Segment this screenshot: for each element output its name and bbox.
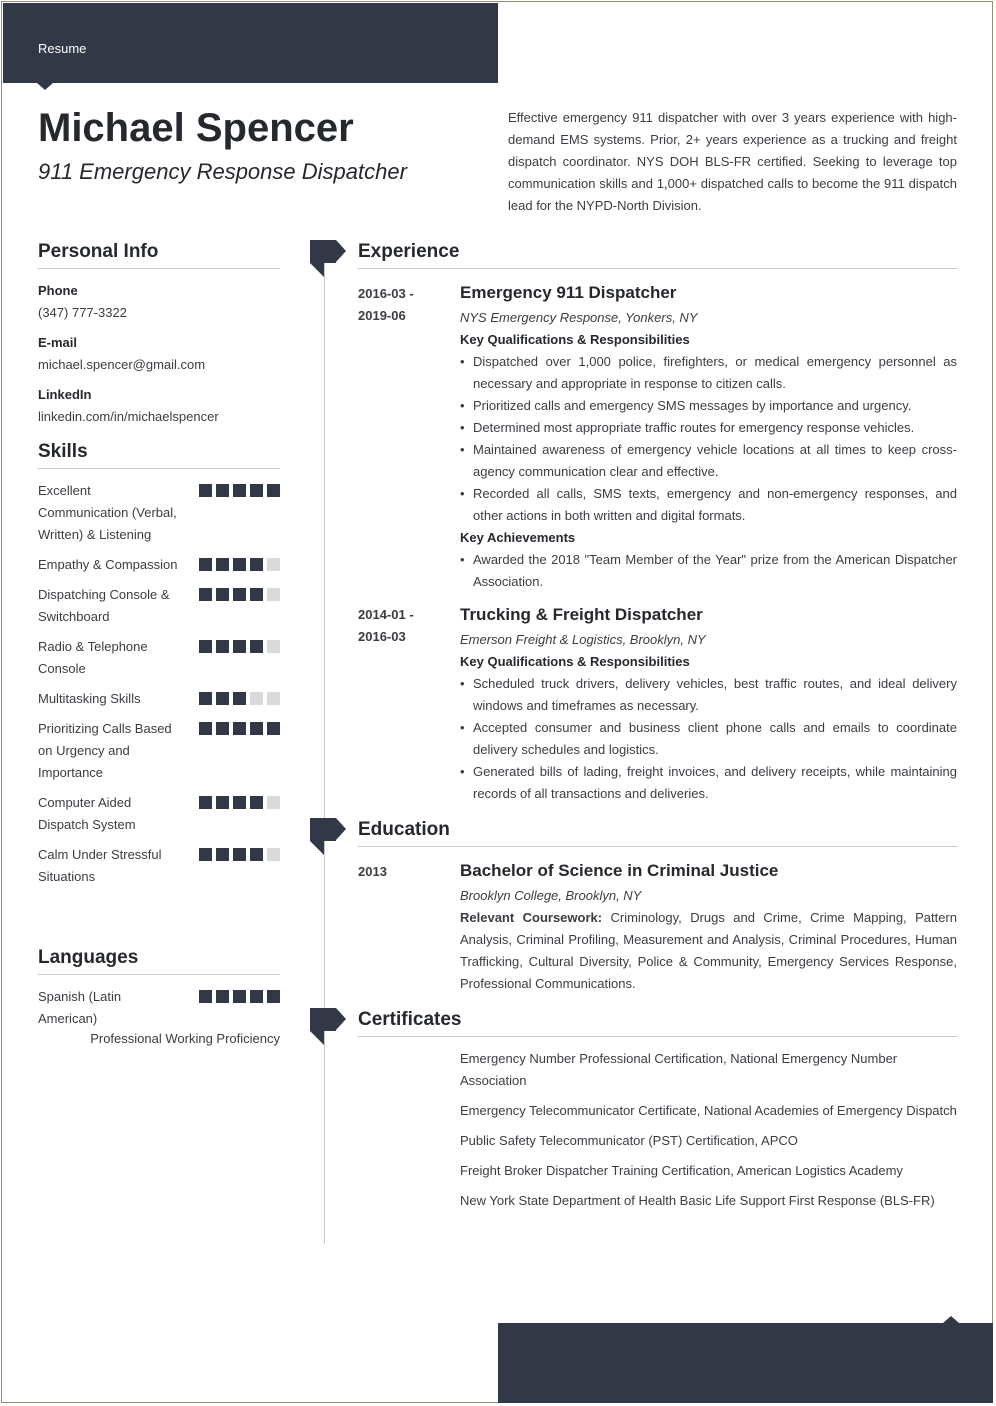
education-section	[358, 818, 958, 847]
list-item: • Prioritized calls and emergency SMS messages by importance and urgency.	[460, 395, 957, 417]
rating-square-filled	[233, 588, 246, 601]
rating-square-filled	[233, 640, 246, 653]
resume-label: Resume	[38, 41, 87, 56]
language-item	[38, 986, 280, 1047]
rating-square-filled	[233, 848, 246, 861]
certificate-item: Freight Broker Dispatcher Training Certification, American Logistics Academy	[460, 1163, 903, 1178]
rating-square-filled	[199, 640, 212, 653]
rating-square-filled	[199, 990, 212, 1003]
rating-square-filled	[199, 558, 212, 571]
job-2-dates	[358, 604, 448, 648]
coursework-list: Criminology, Drugs and Crime, Crime Mapping, Pattern Analysis, Criminal Profiling, Measurement and Analysis, Criminal Procedures, Human Trafficking, Cultural Diversity, Police & Community, Emergency Services Response, Professional Communications.	[460, 910, 957, 991]
rating-square-empty	[267, 796, 280, 809]
rating-square-filled	[199, 484, 212, 497]
certificates-list	[460, 1048, 957, 1220]
job-2-date-end: 2016-03	[358, 629, 406, 644]
rating-square-filled	[233, 990, 246, 1003]
rating-square-filled	[199, 848, 212, 861]
skill-rating	[199, 796, 280, 809]
job-1-qual-heading: Key Qualifications & Responsibilities	[460, 332, 690, 347]
experience-section	[358, 240, 958, 269]
rating-square-empty	[267, 588, 280, 601]
skill-rating	[199, 558, 280, 571]
job-1-achievements	[460, 549, 957, 593]
skill-rating	[199, 848, 280, 861]
degree-title: Bachelor of Science in Criminal Justice	[460, 861, 779, 880]
skill-rating	[199, 588, 280, 601]
rating-square-filled	[216, 588, 229, 601]
job-1-bullets	[460, 351, 957, 527]
profile-summary: Effective emergency 911 dispatcher with over 3 years experience with high-demand EMS systems. Prior, 2+ years experience as a trucking and freight dispatch coordinator. NYS DOH BLS-FR certified. Seeking to leverage top communication skills and 1,000+ dispatched calls to become the 911 dispatch lead for the NYPD-North Division.	[508, 110, 957, 213]
job-1	[460, 282, 957, 593]
education-year: 2013	[358, 864, 387, 879]
list-item: • Awarded the 2018 "Team Member of the Year" prize from the American Dispatcher Association.	[460, 549, 957, 593]
rating-square-filled	[216, 796, 229, 809]
rating-square-empty	[267, 558, 280, 571]
personal-info-heading: Personal Info	[38, 240, 280, 269]
certificates-flag-icon	[310, 1008, 346, 1045]
job-2-title: Trucking & Freight Dispatcher	[460, 605, 703, 624]
rating-square-empty	[267, 640, 280, 653]
rating-square-filled	[199, 722, 212, 735]
language-proficiency: Professional Working Proficiency	[90, 1031, 280, 1046]
skills-heading: Skills	[38, 440, 280, 469]
certificates-section	[358, 1008, 958, 1037]
rating-square-filled	[233, 558, 246, 571]
experience-heading: Experience	[358, 240, 958, 269]
rating-square-filled	[233, 692, 246, 705]
rating-square-filled	[216, 484, 229, 497]
coursework	[460, 907, 957, 995]
skill-rating	[199, 722, 280, 735]
rating-square-empty	[250, 692, 263, 705]
skill-rating	[199, 484, 280, 497]
banner-notch	[37, 83, 53, 90]
phone-value: (347) 777-3322	[38, 305, 127, 320]
skill-rating	[199, 640, 280, 653]
skill-item	[38, 844, 280, 888]
job-2	[460, 604, 957, 805]
candidate-name: Michael Spencer	[38, 106, 354, 150]
languages-heading: Languages	[38, 946, 280, 975]
certificate-item: Emergency Number Professional Certification, National Emergency Number Association	[460, 1051, 898, 1088]
job-1-title: Emergency 911 Dispatcher	[460, 283, 677, 302]
personal-info-section	[38, 240, 280, 428]
header-banner	[3, 3, 498, 83]
footer-notch	[943, 1316, 959, 1323]
skill-item	[38, 554, 280, 576]
rating-square-filled	[233, 796, 246, 809]
rating-square-filled	[216, 722, 229, 735]
rating-square-empty	[267, 692, 280, 705]
job-1-achievements-heading: Key Achievements	[460, 530, 576, 545]
skill-name: Dispatching Console & Switchboard	[38, 587, 170, 624]
rating-square-filled	[233, 484, 246, 497]
rating-square-filled	[233, 722, 246, 735]
skill-name: Computer Aided Dispatch System	[38, 795, 136, 832]
experience-flag-icon	[310, 240, 346, 277]
phone-label: Phone	[38, 283, 78, 298]
education-heading: Education	[358, 818, 958, 847]
rating-square-filled	[199, 796, 212, 809]
certificates-heading: Certificates	[358, 1008, 958, 1037]
rating-square-filled	[250, 722, 263, 735]
coursework-label: Relevant Coursework:	[460, 910, 603, 925]
rating-square-filled	[216, 558, 229, 571]
rating-square-filled	[250, 848, 263, 861]
rating-square-filled	[216, 640, 229, 653]
job-1-date-end: 2019-06	[358, 308, 406, 323]
skill-name: Radio & Telephone Console	[38, 639, 148, 676]
list-item: • Generated bills of lading, freight invoices, and delivery receipts, while maintaining records of all transactions and deliveries.	[460, 761, 957, 805]
languages-section	[38, 946, 280, 1047]
certificate-item: Emergency Telecommunicator Certificate, National Academies of Emergency Dispatch	[460, 1103, 957, 1118]
certificate-item: Public Safety Telecommunicator (PST) Certification, APCO	[460, 1133, 798, 1148]
list-item: • Maintained awareness of emergency vehicle locations at all times to keep cross-agency communication clear and effective.	[460, 439, 957, 483]
job-2-bullets	[460, 673, 957, 805]
rating-square-filled	[267, 990, 280, 1003]
job-1-dates	[358, 283, 448, 327]
rating-square-filled	[250, 484, 263, 497]
skill-item	[38, 718, 280, 784]
skill-rating	[199, 692, 280, 705]
language-rating	[199, 990, 280, 1003]
rating-square-filled	[216, 990, 229, 1003]
rating-square-filled	[250, 588, 263, 601]
timeline-line	[324, 262, 325, 1244]
list-item: • Dispatched over 1,000 police, firefighters, or medical emergency personnel as necessary and appropriate in response to citizen calls.	[460, 351, 957, 395]
rating-square-filled	[250, 640, 263, 653]
job-2-qual-heading: Key Qualifications & Responsibilities	[460, 654, 690, 669]
rating-square-filled	[267, 484, 280, 497]
skill-name: Excellent Communication (Verbal, Written) & Listening	[38, 483, 177, 542]
list-item: • Recorded all calls, SMS texts, emergency and non-emergency responses, and other actions in both written and digital formats.	[460, 483, 957, 527]
list-item: • Accepted consumer and business client phone calls and emails to coordinate delivery schedules and logistics.	[460, 717, 957, 761]
rating-square-filled	[250, 796, 263, 809]
skill-item	[38, 584, 280, 628]
linkedin-label: LinkedIn	[38, 387, 92, 402]
job-2-date-start: 2014-01 -	[358, 607, 414, 622]
rating-square-filled	[216, 692, 229, 705]
footer-banner	[498, 1323, 993, 1403]
rating-square-empty	[267, 848, 280, 861]
rating-square-filled	[250, 990, 263, 1003]
skill-item	[38, 480, 280, 546]
email-label: E-mail	[38, 335, 78, 350]
skill-name: Calm Under Stressful Situations	[38, 847, 162, 884]
candidate-title: 911 Emergency Response Dispatcher	[38, 159, 407, 184]
skills-list	[38, 480, 280, 888]
job-1-org: NYS Emergency Response, Yonkers, NY	[460, 310, 698, 325]
rating-square-filled	[199, 588, 212, 601]
language-name: Spanish (Latin American)	[38, 989, 122, 1026]
email-value: michael.spencer@gmail.com	[38, 357, 206, 372]
school-name: Brooklyn College, Brooklyn, NY	[460, 888, 642, 903]
skill-name: Multitasking Skills	[38, 691, 141, 706]
skills-section	[38, 440, 280, 888]
list-item: • Scheduled truck drivers, delivery vehicles, best traffic routes, and ideal delivery windows and timeframes as necessary.	[460, 673, 957, 717]
education-entry	[460, 860, 957, 995]
language-row	[38, 986, 280, 1030]
list-item: • Determined most appropriate traffic routes for emergency response vehicles.	[460, 417, 957, 439]
education-flag-icon	[310, 818, 346, 855]
rating-square-filled	[216, 848, 229, 861]
rating-square-filled	[199, 692, 212, 705]
job-2-org: Emerson Freight & Logistics, Brooklyn, NY	[460, 632, 706, 647]
certificate-item: New York State Department of Health Basic Life Support First Response (BLS-FR)	[460, 1193, 935, 1208]
skill-item	[38, 792, 280, 836]
linkedin-value: linkedin.com/in/michaelspencer	[38, 409, 219, 424]
skill-item	[38, 688, 280, 710]
skill-name: Empathy & Compassion	[38, 557, 178, 572]
skill-name: Prioritizing Calls Based on Urgency and Importance	[38, 721, 172, 780]
rating-square-filled	[267, 722, 280, 735]
rating-square-filled	[250, 558, 263, 571]
skill-item	[38, 636, 280, 680]
job-1-date-start: 2016-03 -	[358, 286, 414, 301]
